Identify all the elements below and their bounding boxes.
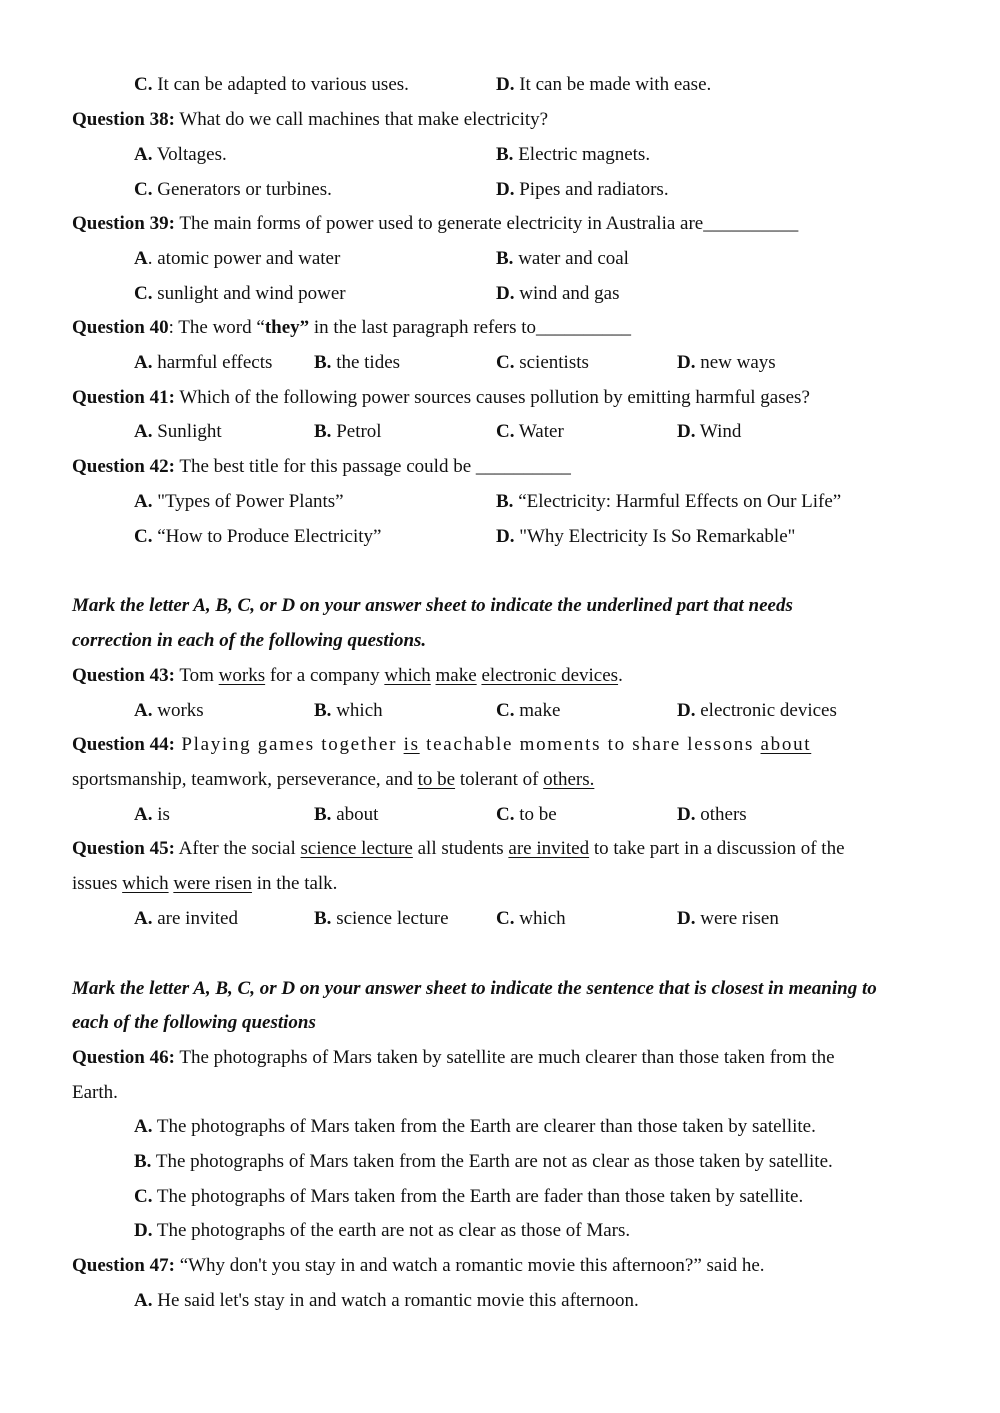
q46-stem-line1: Question 46: The photographs of Mars taken by satellite are much clearer than those taken from the bbox=[72, 1047, 835, 1068]
q47-option-a: A. He said let's stay in and watch a romantic movie this afternoon. bbox=[134, 1290, 639, 1311]
q43-stem: Question 43: Tom works for a company which make electronic devices. bbox=[72, 665, 623, 686]
q38-stem: Question 38: What do we call machines that make electricity? bbox=[72, 109, 549, 130]
q39-stem: Question 39: The main forms of power used to generate electricity in Australia are__________ bbox=[72, 213, 799, 234]
underlined-part: electronic devices bbox=[481, 665, 619, 686]
q46-option-c: C. The photographs of Mars taken from the Earth are fader than those taken by satellite. bbox=[134, 1186, 804, 1207]
q43-option-d: D. electronic devices bbox=[677, 700, 837, 721]
q40-stem: Question 40: The word “they” in the last paragraph refers to__________ bbox=[72, 317, 632, 338]
q41-option-c: C. Water bbox=[496, 421, 564, 442]
q41-option-a: A. Sunlight bbox=[134, 421, 222, 442]
q44-option-d: D. others bbox=[677, 804, 747, 825]
instruction-sentence-meaning-line1: Mark the letter A, B, C, or D on your answer sheet to indicate the sentence that is closest in meaning to bbox=[72, 978, 877, 999]
q46-option-d: D. The photographs of the earth are not as clear as those of Mars. bbox=[134, 1220, 631, 1241]
q42-option-a: A. "Types of Power Plants” bbox=[134, 491, 344, 512]
q38-option-b: B. Electric magnets. bbox=[496, 144, 651, 165]
underlined-part: make bbox=[435, 665, 477, 686]
q43-option-b: B. which bbox=[314, 700, 383, 721]
underlined-part: to be bbox=[417, 769, 456, 790]
underlined-part: is bbox=[403, 734, 420, 755]
q39-option-a: A. atomic power and water bbox=[134, 248, 341, 269]
q38-option-a: A. Voltages. bbox=[134, 144, 227, 165]
underlined-part: were risen bbox=[173, 873, 252, 894]
q40-option-c: C. scientists bbox=[496, 352, 589, 373]
q40-option-d: D. new ways bbox=[677, 352, 776, 373]
q38-option-c: C. Generators or turbines. bbox=[134, 179, 332, 200]
underlined-part: science lecture bbox=[300, 838, 413, 859]
q44-stem-line2: sportsmanship, teamwork, perseverance, and to be tolerant of others. bbox=[72, 769, 595, 790]
q39-option-d: D. wind and gas bbox=[496, 283, 620, 304]
q45-stem-line1: Question 45: After the social science lecture all students are invited to take part in a discussion of the bbox=[72, 838, 845, 859]
q42-option-d: D. "Why Electricity Is So Remarkable" bbox=[496, 526, 796, 547]
q42-option-c: C. “How to Produce Electricity” bbox=[134, 526, 382, 547]
q37-option-c: C. It can be adapted to various uses. bbox=[134, 74, 409, 95]
q45-option-a: A. are invited bbox=[134, 908, 238, 929]
q44-option-a: A. is bbox=[134, 804, 170, 825]
q43-option-a: A. works bbox=[134, 700, 204, 721]
q42-option-b: B. “Electricity: Harmful Effects on Our Life” bbox=[496, 491, 842, 512]
q44-option-c: C. to be bbox=[496, 804, 557, 825]
underlined-part: others. bbox=[543, 769, 595, 790]
q44-option-b: B. about bbox=[314, 804, 379, 825]
q37-option-d: D. It can be made with ease. bbox=[496, 74, 712, 95]
q46-option-a: A. The photographs of Mars taken from the Earth are clearer than those taken by satellite. bbox=[134, 1116, 816, 1137]
q42-stem: Question 42: The best title for this passage could be __________ bbox=[72, 456, 571, 477]
q47-stem: Question 47: “Why don't you stay in and watch a romantic movie this afternoon?” said he. bbox=[72, 1255, 765, 1276]
instruction-sentence-meaning-line2: each of the following questions bbox=[72, 1012, 316, 1033]
q45-stem-line2: issues which were risen in the talk. bbox=[72, 873, 338, 894]
q40-option-b: B. the tides bbox=[314, 352, 401, 373]
q45-option-d: D. were risen bbox=[677, 908, 779, 929]
instruction-error-identification-line2: correction in each of the following questions. bbox=[72, 630, 427, 651]
underlined-part: about bbox=[760, 734, 812, 755]
instruction-error-identification-line1: Mark the letter A, B, C, or D on your answer sheet to indicate the underlined part that needs bbox=[72, 595, 793, 616]
underlined-part: which bbox=[384, 665, 431, 686]
q40-option-a: A. harmful effects bbox=[134, 352, 273, 373]
q41-stem: Question 41: Which of the following power sources causes pollution by emitting harmful gases? bbox=[72, 387, 810, 408]
q45-option-b: B. science lecture bbox=[314, 908, 449, 929]
q41-option-b: B. Petrol bbox=[314, 421, 382, 442]
q43-option-c: C. make bbox=[496, 700, 561, 721]
q41-option-d: D. Wind bbox=[677, 421, 742, 442]
q46-option-b: B. The photographs of Mars taken from the Earth are not as clear as those taken by satellite. bbox=[134, 1151, 833, 1172]
q44-stem-line1: Question 44: Playing games together is teachable moments to share lessons about bbox=[72, 734, 812, 755]
q39-option-b: B. water and coal bbox=[496, 248, 629, 269]
q45-option-c: C. which bbox=[496, 908, 566, 929]
underlined-part: which bbox=[122, 873, 169, 894]
underlined-part: works bbox=[218, 665, 266, 686]
underlined-part: are invited bbox=[508, 838, 590, 859]
q38-option-d: D. Pipes and radiators. bbox=[496, 179, 669, 200]
q46-stem-line2: Earth. bbox=[72, 1082, 118, 1103]
q39-option-c: C. sunlight and wind power bbox=[134, 283, 346, 304]
